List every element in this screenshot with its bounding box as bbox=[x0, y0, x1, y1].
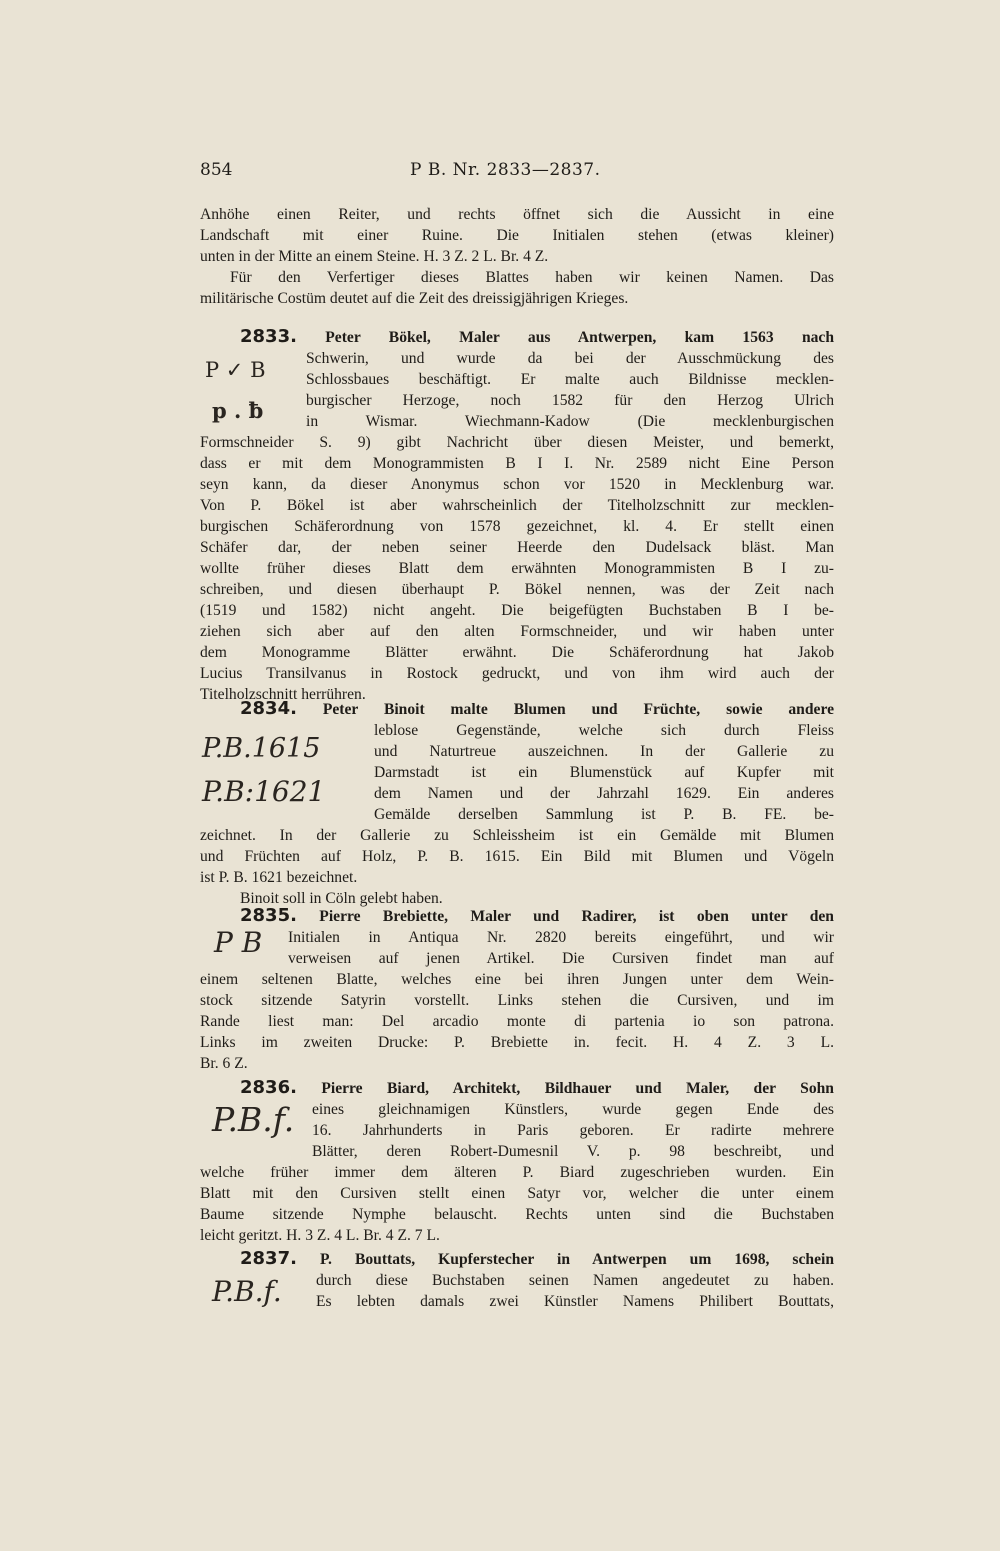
text-line: leblose Gegenstände, welche sich durch Fleiss bbox=[374, 722, 834, 739]
text-line: Schlossbaues beschäftigt. Er malte auch Bildnisse mecklen- bbox=[306, 371, 834, 388]
entry-2833 bbox=[200, 326, 834, 705]
text-line: 16. Jahrhunderts in Paris geboren. Er radirte mehrere bbox=[312, 1122, 834, 1139]
text-line: ist P. B. 1621 bezeichnet. bbox=[200, 869, 358, 886]
entry-first-line: Peter Binoit malte Blumen und Früchte, sowie andere bbox=[322, 701, 835, 718]
text-line: schreiben, und diesen überhaupt P. Bökel nennen, was der Zeit nach bbox=[200, 581, 834, 598]
text-line: militärische Costüm deutet auf die Zeit des dreissigjährigen Krieges. bbox=[200, 290, 629, 307]
entry-first-line: Pierre Biard, Architekt, Bildhauer und Maler, der Sohn bbox=[321, 1080, 834, 1097]
text-line: Initialen in Antiqua Nr. 2820 bereits eingeführt, und wir bbox=[288, 929, 834, 946]
entry-2836 bbox=[200, 1077, 834, 1246]
text-line: und Früchten auf Holz, P. B. 1615. Ein Bild mit Blumen und Vögeln bbox=[200, 848, 834, 865]
text-line: burgischen Schäferordnung von 1578 gezeichnet, kl. 4. Er stellt einen bbox=[200, 518, 834, 535]
text-line: unten in der Mitte an einem Steine. H. 3 Z. 2 L. Br. 4 Z. bbox=[200, 248, 549, 265]
text-line: Blätter, deren Robert-Dumesnil V. p. 98 beschreibt, und bbox=[312, 1143, 834, 1160]
monogram-pb-2833-b: p . ƀ bbox=[212, 398, 264, 423]
text-line: Landschaft mit einer Ruine. Die Initialen stehen (etwas kleiner) bbox=[200, 227, 834, 244]
running-title: P B. Nr. 2833—2837. bbox=[410, 160, 601, 180]
page-number: 854 bbox=[200, 160, 233, 180]
text-line: verweisen auf jenen Artikel. Die Cursiven findet man auf bbox=[288, 950, 834, 967]
text-line: ziehen sich aber auf den alten Formschneider, und wir haben unter bbox=[200, 623, 834, 640]
text-line: eines gleichnamigen Künstlers, wurde gegen Ende des bbox=[312, 1101, 834, 1118]
text-line: Br. 6 Z. bbox=[200, 1055, 248, 1072]
monogram-pbf-2837: P.B.f. bbox=[212, 1275, 282, 1308]
text-line: Darmstadt ist ein Blumenstück auf Kupfer mit bbox=[374, 764, 834, 781]
text-line: Baume sitzende Nymphe belauscht. Rechts unten sind die Buchstaben bbox=[200, 1206, 834, 1223]
intro-paragraph bbox=[200, 204, 834, 309]
entry-number: 2833. bbox=[240, 326, 297, 347]
text-line: seyn kann, da dieser Anonymus schon vor 1520 in Mecklenburg war. bbox=[200, 476, 834, 493]
monogram-pbf-2836: P.B.f. bbox=[212, 1100, 295, 1139]
text-line: dass er mit dem Monogrammisten B I I. Nr. 2589 nicht Eine Person bbox=[200, 455, 834, 472]
text-line: wollte früher dieses Blatt dem erwähnten Monogrammisten B I zu- bbox=[200, 560, 834, 577]
text-line: Lucius Transilvanus in Rostock gedruckt, und von ihm wird auch der bbox=[200, 665, 834, 682]
text-line: zeichnet. In der Gallerie zu Schleissheim ist ein Gemälde mit Blumen bbox=[200, 827, 834, 844]
text-line: welche früher immer dem älteren P. Biard zugeschrieben wurden. Ein bbox=[200, 1164, 834, 1181]
text-line: einem seltenen Blatte, welches eine bei ihren Jungen unter dem Wein- bbox=[200, 971, 834, 988]
text-line: in Wismar. Wiechmann-Kadow (Die mecklenburgischen bbox=[306, 413, 834, 430]
text-line: Titelholzschnitt herrühren. bbox=[200, 686, 366, 703]
text-line: stock sitzende Satyrin vorstellt. Links stehen die Cursiven, und im bbox=[200, 992, 834, 1009]
entry-first-line: P. Bouttats, Kupferstecher in Antwerpen um 1698, schein bbox=[319, 1251, 834, 1268]
text-line: Formschneider S. 9) gibt Nachricht über diesen Meister, und bemerkt, bbox=[200, 434, 834, 451]
monogram-pb-1615: P.B.1615 bbox=[202, 733, 321, 764]
text-line: Schwerin, und wurde da bei der Ausschmückung des bbox=[306, 350, 834, 367]
text-line: dem Namen und der Jahrzahl 1629. Ein anderes bbox=[374, 785, 834, 802]
entry-number: 2834. bbox=[240, 698, 297, 719]
text-line: Blatt mit den Cursiven stellt einen Satyr vor, welcher die unter einem bbox=[200, 1185, 834, 1202]
text-line: Von P. Bökel ist aber wahrscheinlich der Titelholzschnitt zur mecklen- bbox=[200, 497, 834, 514]
text-line: leicht geritzt. H. 3 Z. 4 L. Br. 4 Z. 7 L. bbox=[200, 1227, 440, 1244]
entry-number: 2837. bbox=[240, 1248, 297, 1269]
text-line: durch diese Buchstaben seinen Namen angedeutet zu haben. bbox=[316, 1272, 834, 1289]
entry-2837 bbox=[200, 1248, 834, 1312]
text-line: (1519 und 1582) nicht angeht. Die beigefügten Buchstaben B I be- bbox=[200, 602, 834, 619]
text-line: Gemälde derselben Sammlung ist P. B. FE. be- bbox=[374, 806, 834, 823]
text-line: Binoit soll in Cöln gelebt haben. bbox=[240, 890, 443, 907]
text-line: Für den Verfertiger dieses Blattes haben wir keinen Namen. Das bbox=[230, 269, 834, 286]
entry-number: 2836. bbox=[240, 1077, 297, 1098]
page-header bbox=[200, 160, 832, 186]
text-line: dem Monogramme Blätter erwähnt. Die Schäferordnung hat Jakob bbox=[200, 644, 834, 661]
text-line: burgischer Herzoge, noch 1582 für den Herzog Ulrich bbox=[306, 392, 834, 409]
monogram-pb-1621: P.B:1621 bbox=[202, 775, 326, 808]
entry-first-line: Pierre Brebiette, Maler und Radirer, ist oben unter den bbox=[319, 908, 834, 925]
text-line: Schäfer dar, der neben seiner Heerde den Dudelsack bläst. Man bbox=[200, 539, 834, 556]
entry-number: 2835. bbox=[240, 905, 297, 926]
entry-first-line: Peter Bökel, Maler aus Antwerpen, kam 1563 nach bbox=[325, 329, 835, 346]
text-line: Es lebten damals zwei Künstler Namens Philibert Bouttats, bbox=[316, 1293, 834, 1310]
text-line: Anhöhe einen Reiter, und rechts öffnet sich die Aussicht in eine bbox=[200, 206, 834, 223]
monogram-pb-2835: P B bbox=[214, 926, 263, 959]
text-line: Links im zweiten Drucke: P. Brebiette in. fecit. H. 4 Z. 3 L. bbox=[200, 1034, 834, 1051]
entry-2835 bbox=[200, 905, 834, 1074]
text-line: Rande liest man: Del arcadio monte di partenia io son patrona. bbox=[200, 1013, 834, 1030]
text-line: und Naturtreue auszeichnen. In der Gallerie zu bbox=[374, 743, 834, 760]
monogram-pb-2833-a: P ✓ B bbox=[205, 358, 266, 382]
